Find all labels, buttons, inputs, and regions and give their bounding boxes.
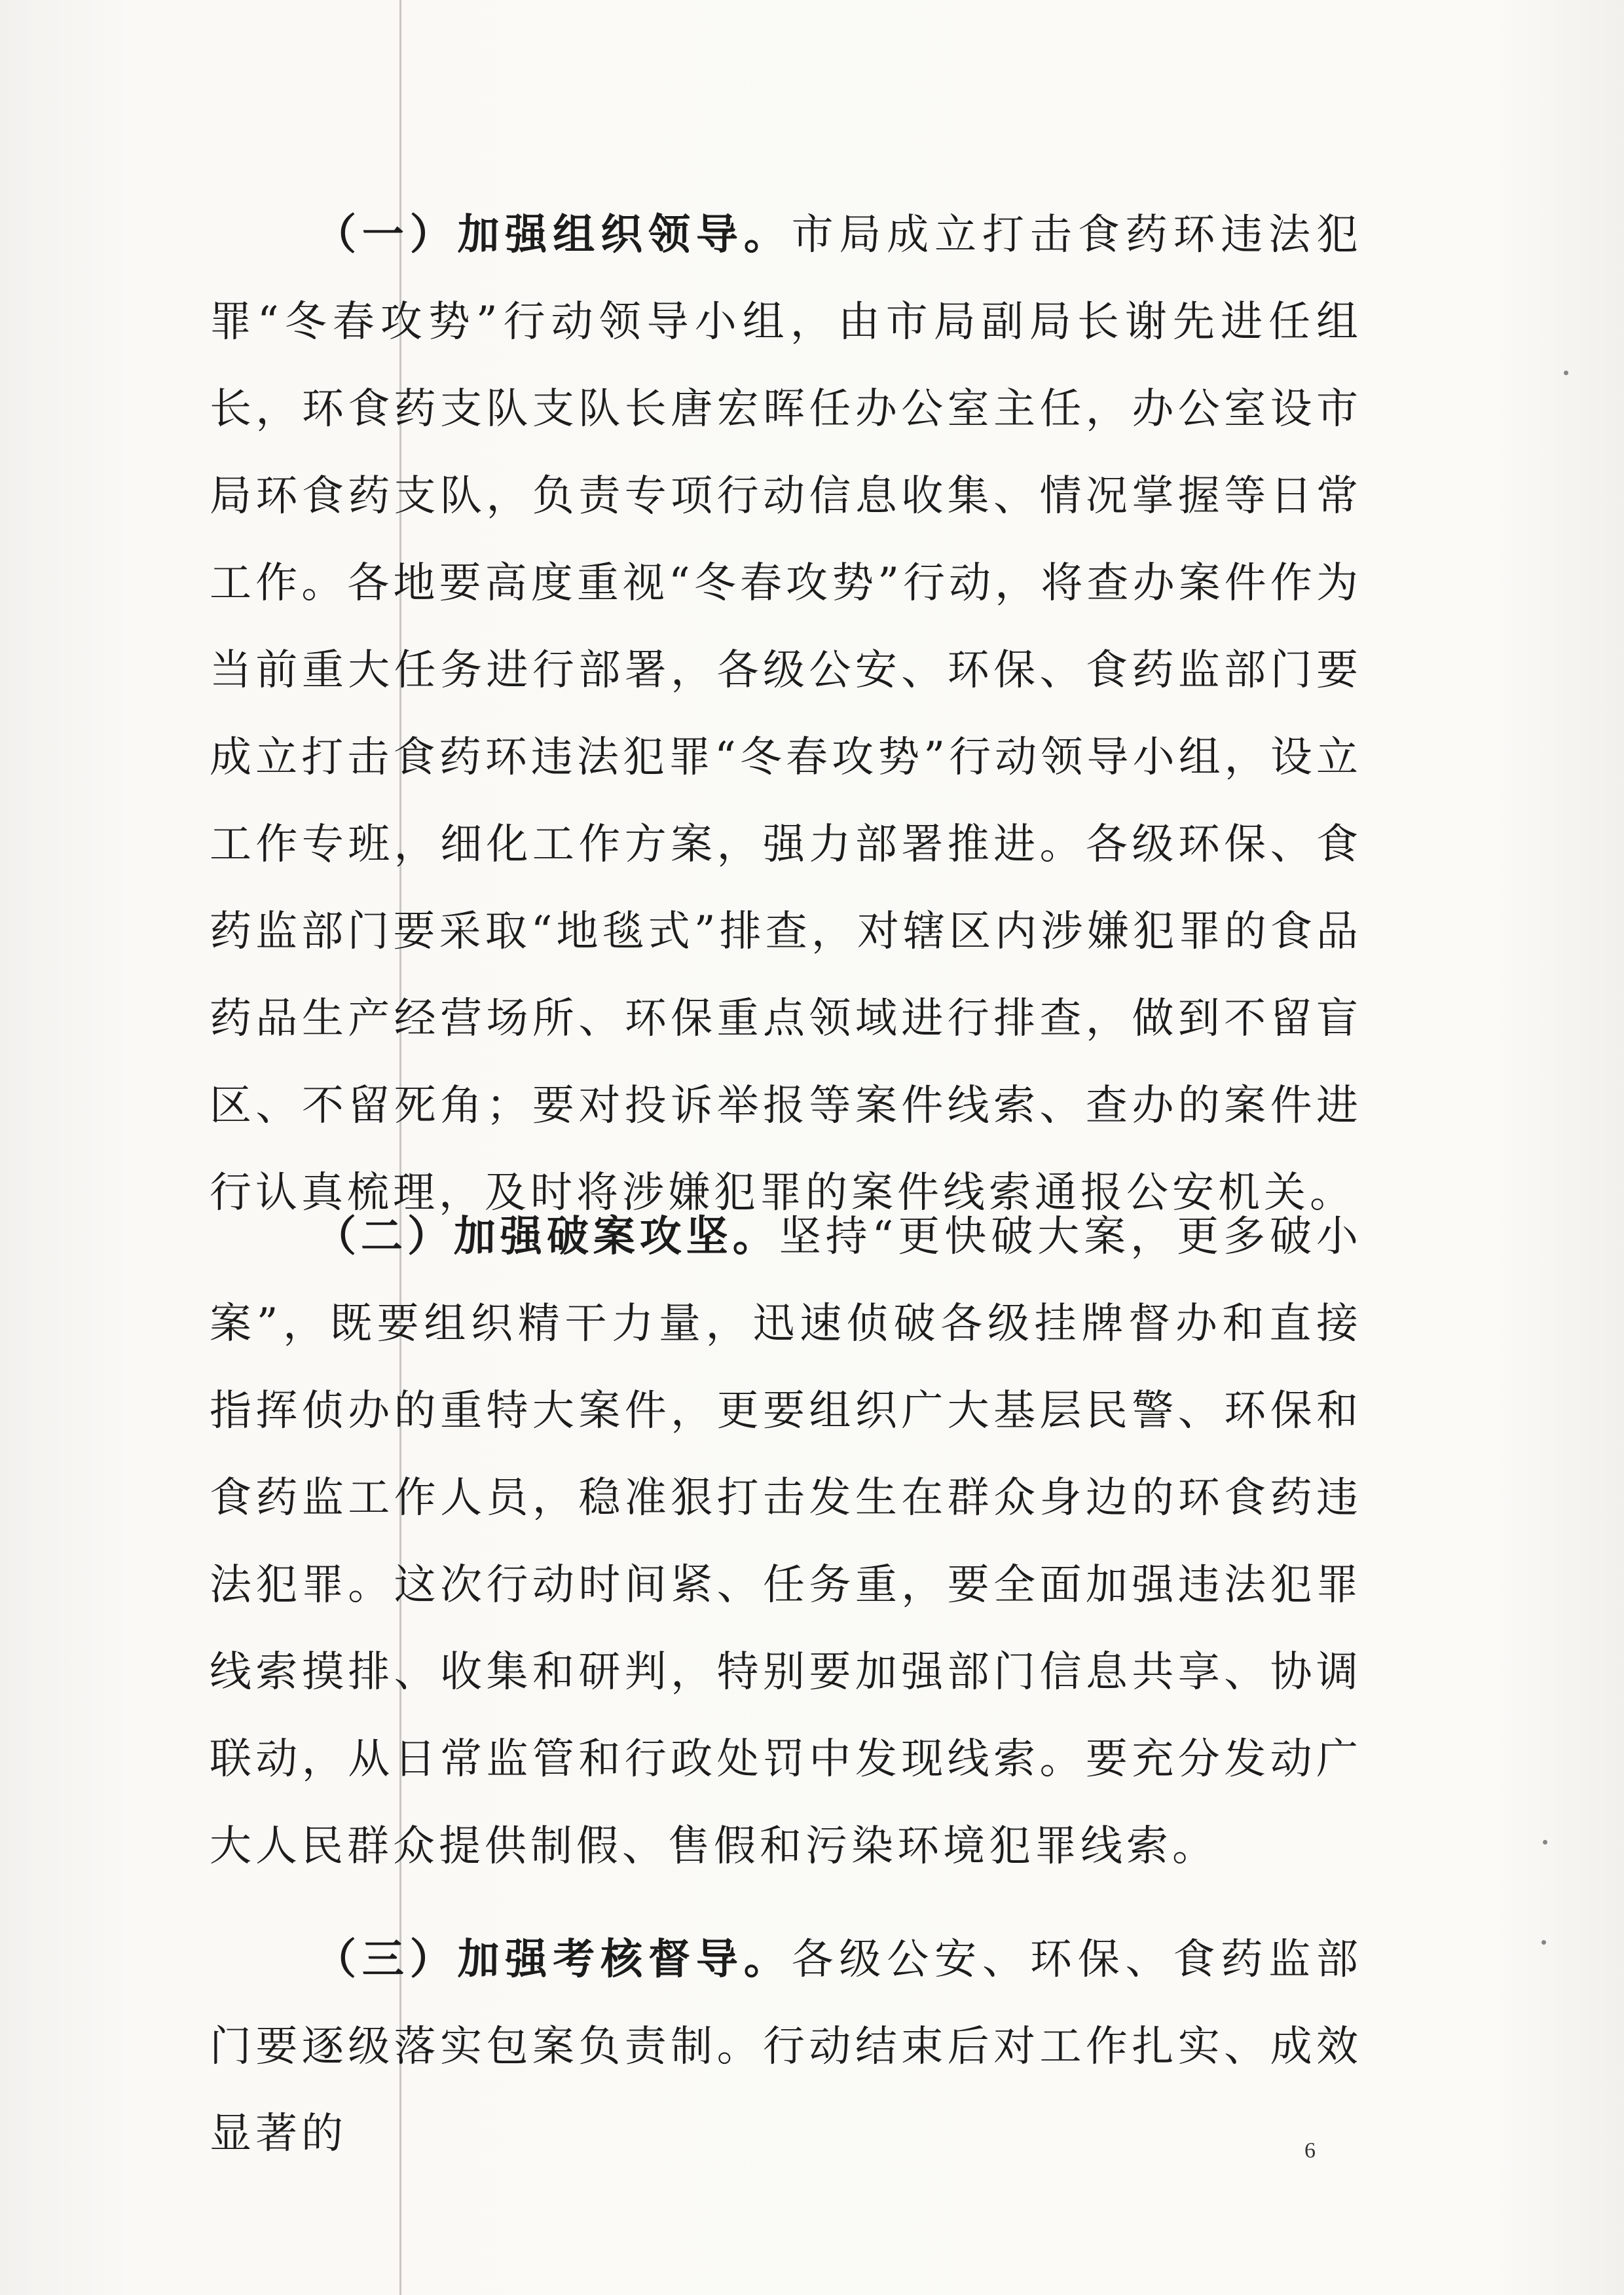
section-body: 市局成立打击食药环违法犯罪“冬春攻势”行动领导小组，由市局副局长谢先进任组长，环食药支队支队长唐宏晖任办公室主任，办公室设市局环食药支队，负责专项行动信息收集、情况掌握等日常工作。各地要高度重视“冬春攻势”行动，将查办案件作为当前重大任务进行部署，各级公安、环保、食药监部门要成立打击食药环违法犯罪“冬春攻势”行动领导小组，设立工作专班，细化工作方案，强力部署推进。各级环保、食药监部门要采取“地毯式”排查，对辖区内涉嫌犯罪的食品药品生产经营场所、环保重点领域进行排查，做到不留盲区、不留死角；要对投诉举报等案件线索、查办的案件进行认真梳理，及时将涉嫌犯罪的案件线索通报公安机关。 bbox=[210, 211, 1363, 1217]
scan-speck bbox=[1541, 1940, 1546, 1945]
section-body: 坚持“更快破大案，更多破小案”，既要组织精干力量，迅速侦破各级挂牌督办和直接指挥侦办的重特大案件，更要组织广大基层民警、环保和食药监工作人员，稳准狠打击发生在群众身边的环食药违法犯罪。这次行动时间紧、任务重，要全面加强违法犯罪线索摸排、收集和研判，特别要加强部门信息共享、协调联动，从日常监管和行政处罚中发现线索。要充分发动广大人民群众提供制假、售假和污染环境犯罪线索。 bbox=[210, 1213, 1363, 1871]
scan-speck bbox=[1564, 371, 1568, 375]
section-body: 各级公安、环保、食药监部门要逐级落实包案负责制。行动结束后对工作扎实、成效显著的 bbox=[210, 1936, 1363, 2158]
section-heading: （一）加强组织领导。 bbox=[314, 210, 792, 259]
paragraph-organization-leadership bbox=[210, 191, 1362, 1237]
paragraph-case-breaking bbox=[210, 1193, 1362, 1890]
section-heading: （二）加强破案攻坚。 bbox=[314, 1212, 779, 1261]
section-heading: （三）加强考核督导。 bbox=[314, 1935, 792, 1984]
scan-speck bbox=[1543, 1840, 1547, 1845]
page-number: 6 bbox=[1304, 2139, 1316, 2163]
paragraph-assessment-supervision bbox=[210, 1916, 1362, 2178]
